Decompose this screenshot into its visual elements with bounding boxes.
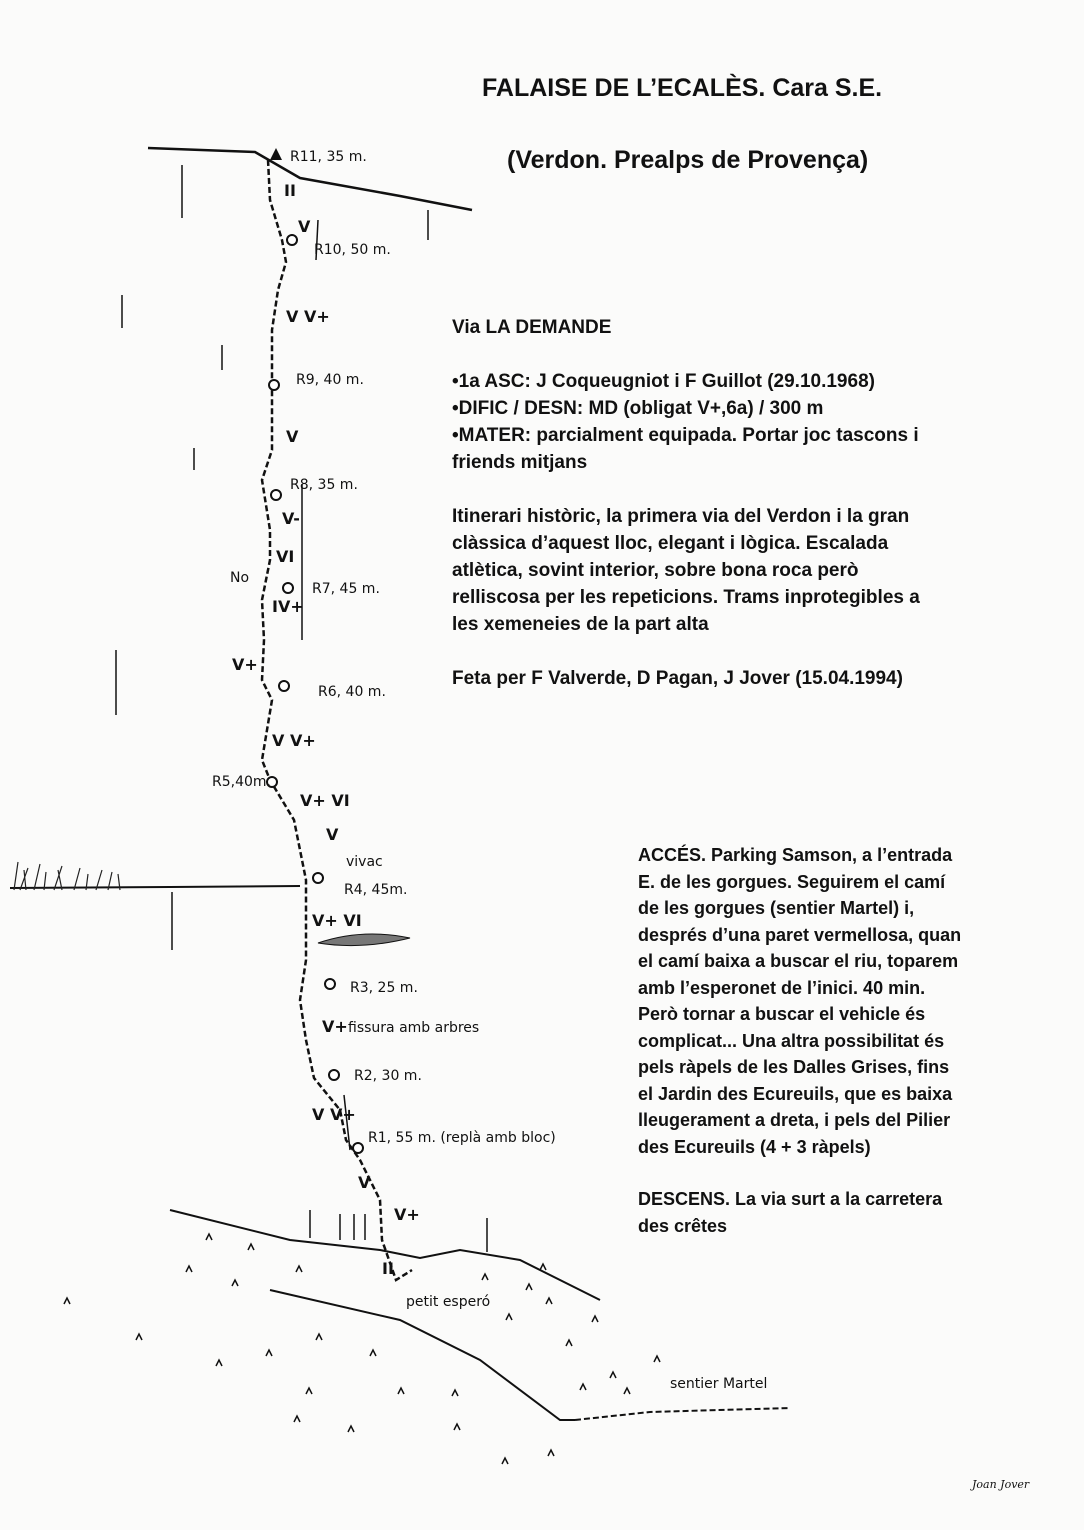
grade-pitch-4a: V [326,825,339,844]
belay-label-r7: R7, 45 m. [312,581,380,597]
belay-label-r10: R10, 50 m. [314,242,391,258]
page-subtitle: (Verdon. Prealps de Provença) [507,146,869,174]
grade-pitch-11: II [284,181,296,200]
belay-label-r1: R1, 55 m. (replà amb bloc) [368,1130,556,1146]
grade-pitch-5: V V+ [272,731,316,750]
belay-label-r3: R3, 25 m. [350,980,418,996]
access-line: el camí baixa a buscar el riu, toparem [638,951,959,971]
route-info-block [452,314,920,692]
grade-pitch-0b: V+ [394,1205,420,1224]
grade-pitch-8: V [286,427,299,446]
vivac-ledge-line [10,886,300,888]
note-no: No [230,570,250,586]
grade-pitch-0a: II [382,1259,394,1278]
grade-pitch-7a: V- [282,509,300,528]
belay-label-r5: R5,40m. [212,774,271,790]
grade-pitch-7b: VI [276,547,295,566]
roof-shading [318,934,410,946]
route-name: Via LA DEMANDE [452,317,612,338]
access-line: pels ràpels de les Dalles Grises, fins [638,1057,950,1077]
access-line: E. de les gorgues. Seguirem el camí [638,871,946,892]
note-fissure: fissura amb arbres [348,1020,480,1036]
route-difficulty: •DIFIC / DESN: MD (obligat V+,6a) / 300 m [452,398,824,419]
grade-pitch-6b: V+ [232,655,258,674]
access-line: després d’una paret vermellosa, quan [638,924,962,945]
grade-pitch-10: V [298,217,311,236]
note-path: sentier Martel [670,1376,768,1392]
access-line: des Ecureuils (4 + 3 ràpels) [638,1136,871,1157]
summit-marker [270,148,282,160]
belay-label-r8: R8, 35 m. [290,477,358,493]
route-description-line: les xemeneies de la part alta [452,614,709,635]
route-done-by: Feta per F Valverde, D Pagan, J Jover (15.04.1994) [452,668,903,689]
belay-label-r4: R4, 45m. [344,882,408,898]
grade-pitch-3: V+ VI [312,911,362,930]
route-material-line: friends mitjans [452,452,588,473]
path-line [575,1408,790,1420]
grade-pitch-1a: V [358,1173,371,1192]
belay-label-r6: R6, 40 m. [318,684,386,700]
belay-label-r2: R2, 30 m. [354,1068,422,1084]
wall-marks [116,165,487,1252]
access-line: Però tornar a buscar el vehicle és [638,1004,926,1024]
route-description-line: atlètica, sovint interior, sobre bona roca però [452,560,859,581]
access-line: complicat... Una altra possibilitat és [638,1030,945,1051]
access-line: ACCÉS. Parking Samson, a l’entrada [638,845,953,865]
descent-line: des crêtes [638,1215,728,1236]
belay-label-r11: R11, 35 m. [290,149,367,165]
grade-pitch-9: V V+ [286,307,330,326]
descent-line: DESCENS. La via surt a la carretera [638,1189,943,1209]
page-title: FALAISE DE L’ECALÈS. Cara S.E. [482,74,883,102]
ledge-grass [14,862,120,890]
grade-pitch-2: V+ [322,1017,348,1036]
access-line: amb l’esperonet de l’inici. 40 min. [638,977,926,998]
author-signature: Joan Jover [972,1478,1030,1491]
route-description-line: clàssica d’aquest lloc, elegant i lògica. Escalada [452,533,889,554]
access-block [638,842,961,1239]
route-material-line: •MATER: parcialment equipada. Portar joc tascons i [452,425,919,446]
grade-pitch-6a: IV+ [272,597,304,616]
ground-tufts [64,1234,660,1464]
access-line: el Jardin des Ecureuils, que es baixa [638,1083,953,1104]
note-vivac: vivac [346,854,383,870]
belay-label-r9: R9, 40 m. [296,372,364,388]
route-description-line: relliscosa per les repeticions. Trams inprotegibles a [452,587,920,608]
access-line: de les gorgues (sentier Martel) i, [638,898,915,918]
route-description-line: Itinerari històric, la primera via del Verdon i la gran [452,506,910,527]
ground-line-upper [170,1210,600,1300]
grade-pitch-1b: V V+ [312,1105,356,1124]
route-first-ascent: •1a ASC: J Coqueugniot i F Guillot (29.10.1968) [452,371,875,392]
note-start: petit esperó [406,1294,491,1310]
access-line: lleugerament a dreta, i pels del Pilier [638,1110,951,1130]
grade-pitch-4b: V+ VI [300,791,350,810]
